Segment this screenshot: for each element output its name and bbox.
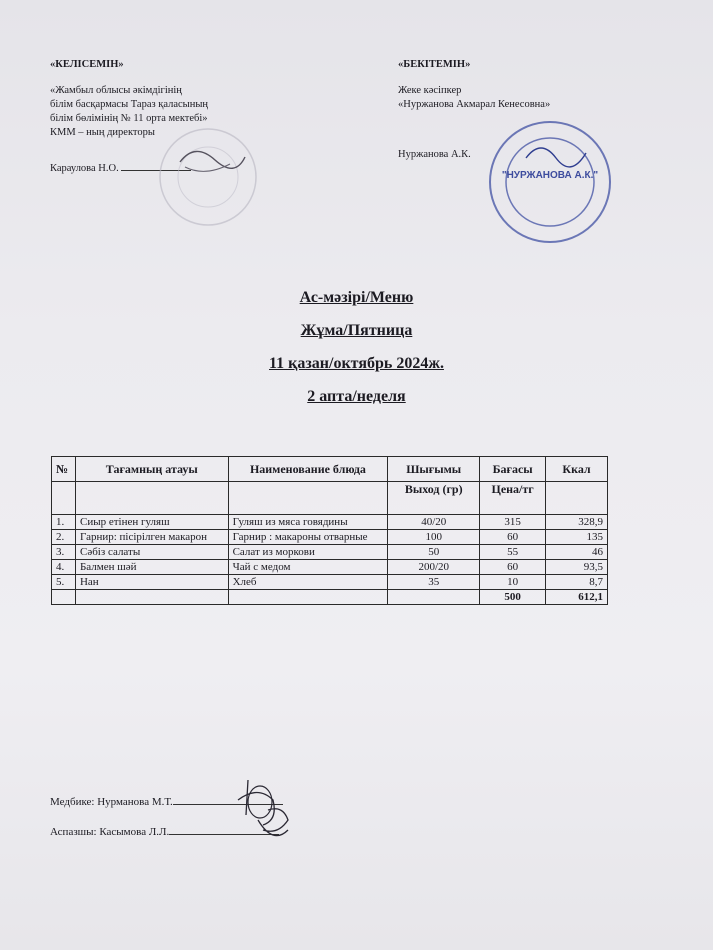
row-num: 3.	[52, 545, 76, 560]
empty-cell	[52, 482, 76, 515]
row-name-kz: Балмен шәй	[75, 560, 228, 575]
row-name-kz: Гарнир: пісірілген макарон	[75, 530, 228, 545]
cook-label: Аспазшы: Касымова Л.Л.	[50, 826, 170, 838]
empty-cell	[75, 482, 228, 515]
empty-cell	[546, 482, 608, 515]
left-header-title: «КЕЛІСЕМІН»	[50, 59, 124, 70]
empty-cell	[75, 590, 228, 605]
row-output: 40/20	[388, 515, 480, 530]
col-subheader-price: Цена/тг	[480, 482, 546, 515]
col-header-price: Бағасы	[480, 457, 546, 482]
menu-day: Жұма/Пятница	[300, 322, 413, 339]
handwritten-signature-image	[218, 760, 318, 850]
col-header-name-kz: Тағамның атауы	[75, 457, 228, 482]
left-header-line: «Жамбыл облысы әкімдігінің	[50, 85, 182, 96]
menu-title: Ас-мәзірі/Меню	[299, 289, 414, 306]
table-row	[52, 560, 608, 575]
right-signatory: Нуржанова А.К.	[398, 149, 471, 160]
row-price: 60	[480, 530, 546, 545]
left-header-line: білім басқармасы Тараз қаласының	[50, 99, 209, 110]
row-price: 60	[480, 560, 546, 575]
row-output: 100	[388, 530, 480, 545]
row-name-ru: Салат из моркови	[228, 545, 388, 560]
menu-date: 11 қазан/октябрь 2024ж.	[269, 355, 444, 372]
official-stamp-image	[486, 118, 614, 246]
row-name-ru: Чай с медом	[228, 560, 388, 575]
total-price: 500	[480, 590, 546, 605]
menu-table	[51, 456, 608, 605]
col-header-output: Шығымы	[388, 457, 480, 482]
row-output: 50	[388, 545, 480, 560]
col-header-num: №	[52, 457, 76, 482]
row-kcal: 8,7	[546, 575, 608, 590]
table-row	[52, 575, 608, 590]
table-subheader-row	[52, 482, 608, 515]
row-num: 4.	[52, 560, 76, 575]
menu-title-block	[0, 288, 713, 420]
row-name-ru: Хлеб	[228, 575, 388, 590]
row-output: 200/20	[388, 560, 480, 575]
empty-cell	[52, 590, 76, 605]
empty-cell	[228, 482, 388, 515]
row-kcal: 135	[546, 530, 608, 545]
col-subheader-output: Выход (гр)	[388, 482, 480, 515]
row-name-kz: Нан	[75, 575, 228, 590]
row-name-kz: Сәбіз салаты	[75, 545, 228, 560]
right-header-title: «БЕКІТЕМІН»	[398, 59, 471, 70]
right-header-line: «Нуржанова Акмарал Кенесовна»	[398, 99, 551, 110]
row-output: 35	[388, 575, 480, 590]
row-price: 55	[480, 545, 546, 560]
row-num: 2.	[52, 530, 76, 545]
table-row	[52, 530, 608, 545]
nurse-label: Медбике: Нурманова М.Т.	[50, 796, 173, 808]
left-header-line: білім бөлімінің № 11 орта мектебі»	[50, 113, 208, 124]
table-header-row	[52, 457, 608, 482]
row-num: 1.	[52, 515, 76, 530]
row-price: 10	[480, 575, 546, 590]
row-kcal: 93,5	[546, 560, 608, 575]
row-name-ru: Гарнир : макароны отварные	[228, 530, 388, 545]
row-price: 315	[480, 515, 546, 530]
col-header-name-ru: Наименование блюда	[228, 457, 388, 482]
menu-week: 2 апта/неделя	[307, 388, 406, 405]
faint-seal-image	[150, 122, 265, 232]
row-name-kz: Сиыр етінен гуляш	[75, 515, 228, 530]
row-name-ru: Гуляш из мяса говядины	[228, 515, 388, 530]
row-kcal: 328,9	[546, 515, 608, 530]
left-signatory-name: Караулова Н.О.	[50, 163, 119, 174]
stamp-center-text: "НУРЖАНОВА А.К."	[501, 170, 599, 181]
empty-cell	[388, 590, 480, 605]
table-row	[52, 515, 608, 530]
table-row	[52, 545, 608, 560]
row-num: 5.	[52, 575, 76, 590]
right-header-line: Жеке кәсіпкер	[398, 85, 462, 96]
row-kcal: 46	[546, 545, 608, 560]
empty-cell	[228, 590, 388, 605]
col-header-kcal: Ккал	[546, 457, 608, 482]
total-kcal: 612,1	[546, 590, 608, 605]
left-header-line: КММ – ның директоры	[50, 127, 155, 138]
table-total-row	[52, 590, 608, 605]
